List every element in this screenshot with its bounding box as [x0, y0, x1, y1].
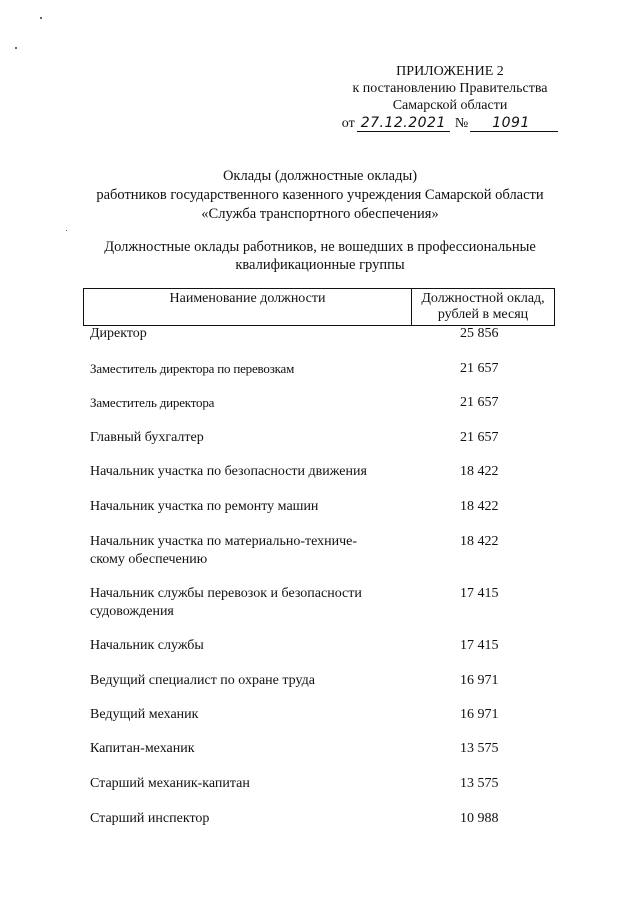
table-row: [90, 394, 560, 412]
salary-value: 10 988: [460, 811, 499, 826]
table-row: [90, 463, 560, 481]
section-heading: [60, 238, 580, 274]
salary-value: 16 971: [460, 707, 499, 722]
table-row: [90, 360, 560, 378]
subtitle-line: Должностные оклады работников, не вошедших в профессиональные: [104, 239, 536, 255]
table-row: [90, 325, 560, 343]
salary-value: 21 657: [460, 361, 499, 376]
position-name-line: Начальник участка по материально-техниче-: [90, 534, 358, 549]
position-name: Заместитель директора: [90, 395, 215, 410]
position-name: Начальник службы: [90, 638, 204, 653]
table-row: [90, 533, 560, 569]
table-row: [90, 740, 560, 758]
position-name: Главный бухгалтер: [90, 430, 204, 445]
table-row: [90, 585, 560, 621]
salary-value: 21 657: [460, 430, 499, 445]
scan-speck: [15, 47, 17, 49]
position-name: [90, 585, 400, 621]
salary-value: 18 422: [460, 534, 499, 549]
salary-value: 18 422: [460, 499, 499, 514]
salary-value: 25 856: [460, 326, 499, 341]
position-name: Директор: [90, 326, 147, 341]
position-name: Ведущий специалист по охране труда: [90, 673, 315, 688]
appendix-block: [330, 63, 570, 132]
position-name-line: судовождения: [90, 604, 174, 619]
document-title: [60, 167, 580, 224]
position-name: Начальник участка по безопасности движения: [90, 464, 367, 479]
appendix-title: ПРИЛОЖЕНИЕ 2: [396, 64, 504, 79]
salary-value: 13 575: [460, 741, 499, 756]
table-header: [83, 288, 555, 326]
salary-value: 21 657: [460, 395, 499, 410]
salary-value: 18 422: [460, 464, 499, 479]
scan-speck: [66, 230, 67, 231]
position-name: Начальник участка по ремонту машин: [90, 499, 319, 514]
appendix-region: Самарской области: [392, 98, 508, 113]
header-salary: [412, 289, 554, 325]
header-salary-line: рублей в месяц: [437, 307, 529, 322]
title-line: Оклады (должностные оклады): [222, 168, 418, 184]
table-row: [90, 810, 560, 828]
header-position-name: Наименование должности: [84, 289, 412, 325]
position-name: Старший инспектор: [90, 811, 210, 826]
position-name: Заместитель директора по перевозкам: [90, 361, 295, 376]
position-name-line: Начальник службы перевозок и безопасности: [90, 586, 362, 601]
header-salary-line: Должностной оклад,: [421, 291, 545, 306]
position-name: Ведущий механик: [90, 707, 199, 722]
table-row: [90, 498, 560, 516]
position-name: [90, 533, 400, 569]
scan-speck: [40, 17, 42, 19]
position-name: Старший механик-капитан: [90, 776, 250, 791]
position-name: Капитан-механик: [90, 741, 195, 756]
table-row: [90, 672, 560, 690]
salary-value: 16 971: [460, 673, 499, 688]
position-name-line: скому обеспечению: [90, 552, 208, 567]
title-line: «Служба транспортного обеспечения»: [201, 206, 439, 222]
table-row: [90, 637, 560, 655]
table-row: [90, 775, 560, 793]
subtitle-line: квалификационные группы: [235, 257, 405, 273]
title-line: работников государственного казенного учреждения Самарской области: [96, 187, 544, 203]
salary-value: 17 415: [460, 586, 499, 601]
appendix-reference: [330, 115, 570, 132]
salary-value: 17 415: [460, 638, 499, 653]
table-row: [90, 429, 560, 447]
resolution-date: 27.12.2021: [357, 115, 450, 132]
resolution-number: 1091: [470, 115, 558, 132]
number-prefix: №: [454, 116, 469, 131]
salary-value: 13 575: [460, 776, 499, 791]
table-row: [90, 706, 560, 724]
date-prefix: от: [341, 116, 355, 131]
appendix-resolution: к постановлению Правительства: [352, 81, 548, 96]
